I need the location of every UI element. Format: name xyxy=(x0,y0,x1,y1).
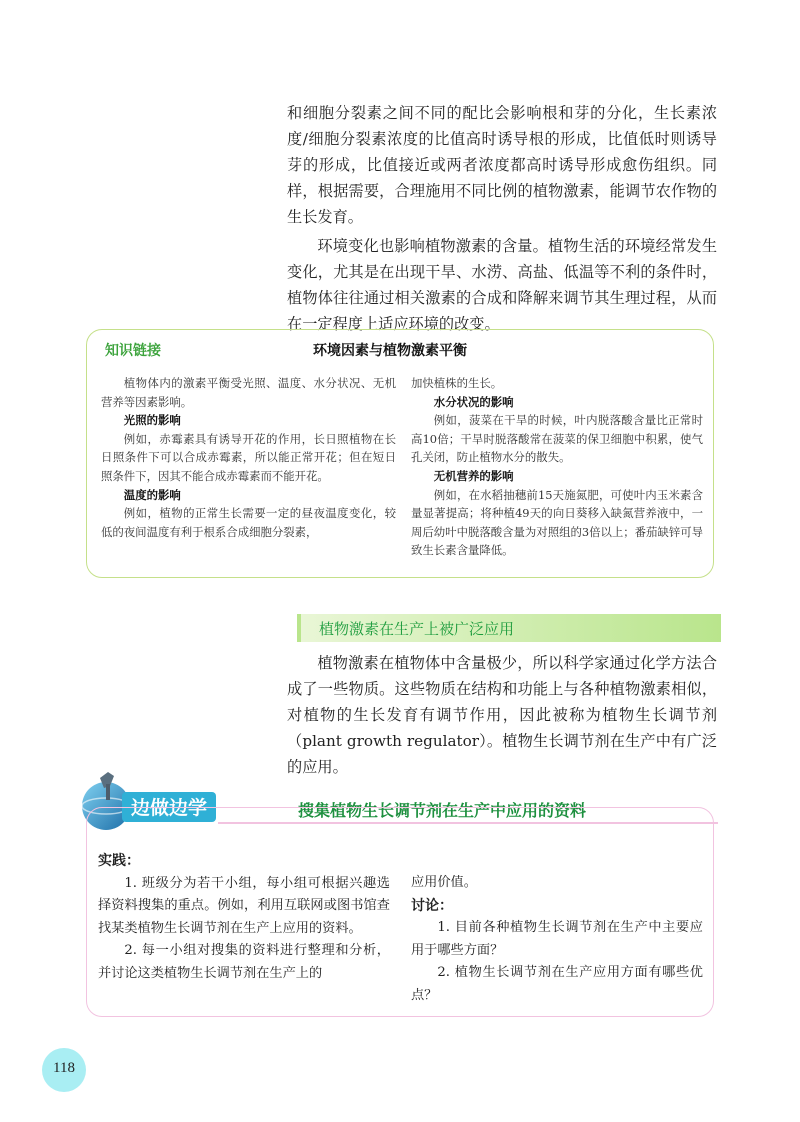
paragraph: 植物激素在植物体中含量极少，所以科学家通过化学方法合成了一些物质。这些物质在结构和功能上与各种植物激素相似，对植物的生长发育有调节作用，因此被称为植物生长调节剂（plant growth regulator）。植物生长调节剂在生产中有广泛的应用。 xyxy=(287,654,717,776)
kb-paragraph-cont: 加快植株的生长。 xyxy=(411,376,503,390)
activity-title: 搜集植物生长调节剂在生产中应用的资料 xyxy=(298,801,587,820)
practice-heading: 实践： xyxy=(98,853,140,869)
practice-item: 2. 每一小组对搜集的资料进行整理和分析，并讨论这类植物生长调节剂在生产上的 xyxy=(98,943,390,981)
practice-item-cont: 应用价值。 xyxy=(411,875,477,890)
page-number-badge xyxy=(42,1048,86,1092)
kb-subheading: 无机营养的影响 xyxy=(433,468,514,483)
activity-right-column xyxy=(411,872,703,1007)
knowledge-link-tag: 知识链接 xyxy=(105,343,161,359)
kb-paragraph: 例如，在水稻抽穗前15天施氮肥，可使叶内玉米素含量显著提高；将种植49天的向日葵移入缺氮营养液中，一周后幼叶中脱落酸含量为对照组的3倍以上；番茄缺锌可导致生长素含量降低。 xyxy=(411,487,704,558)
section-heading: 植物激素在生产上被广泛应用 xyxy=(319,620,515,638)
knowledge-link-title: 环境因素与植物激素平衡 xyxy=(313,343,467,359)
discussion-item: 1. 目前各种植物生长调节剂在生产中主要应用于哪些方面？ xyxy=(411,920,703,958)
kb-paragraph: 例如，赤霉素具有诱导开花的作用，长日照植物在长日照条件下可以合成赤霉素，所以能正常开花；但在短日照条件下，因其不能合成赤霉素而不能开花。 xyxy=(101,431,396,483)
activity-logo-text: 边做边学 xyxy=(130,797,208,819)
paragraph: 环境变化也影响植物激素的含量。植物生活的环境经常发生变化，尤其是在出现干旱、水涝、高盐、低温等不利的条件时，植物体往往通过相关激素的合成和降解来调节其生理过程，从而在一定程度上适应环境的改变。 xyxy=(287,237,717,333)
body-text-section xyxy=(287,650,717,780)
discussion-heading: 讨论： xyxy=(411,897,453,914)
knowledge-left-column xyxy=(101,374,396,541)
section-heading-banner xyxy=(297,614,721,642)
paragraph: 和细胞分裂素之间不同的配比会影响根和芽的分化，生长素浓度/细胞分裂素浓度的比值高时诱导根的形成，比值低时则诱导芽的形成，比值接近或两者浓度都高时诱导形成愈伤组织。同样，根据需要，合理施用不同比例的植物激素，能调节农作物的生长发育。 xyxy=(287,104,717,226)
body-text-top xyxy=(287,100,717,337)
page-number: 118 xyxy=(53,1060,75,1076)
kb-paragraph: 例如，植物的正常生长需要一定的昼夜温度变化，较低的夜间温度有利于根系合成细胞分裂素， xyxy=(101,506,396,539)
knowledge-right-column xyxy=(411,374,703,560)
kb-paragraph: 例如，菠菜在干旱的时候，叶内脱落酸含量比正常时高10倍；干旱时脱落酸常在菠菜的保卫细胞中积累，使气孔关闭，防止植物水分的散失。 xyxy=(411,413,703,465)
activity-left-column xyxy=(98,850,390,985)
kb-intro: 植物体内的激素平衡受光照、温度、水分状况、无机营养等因素影响。 xyxy=(101,376,396,409)
kb-subheading: 光照的影响 xyxy=(123,413,181,428)
kb-subheading: 温度的影响 xyxy=(123,487,181,502)
kb-subheading: 水分状况的影响 xyxy=(433,394,514,409)
discussion-item: 2. 植物生长调节剂在生产应用方面有哪些优点？ xyxy=(411,965,703,1003)
knowledge-link-box xyxy=(86,329,714,578)
practice-item: 1. 班级分为若干小组，每小组可根据兴趣选择资料搜集的重点。例如，利用互联网或图书馆查找某类植物生长调节剂在生产上应用的资料。 xyxy=(98,875,390,936)
